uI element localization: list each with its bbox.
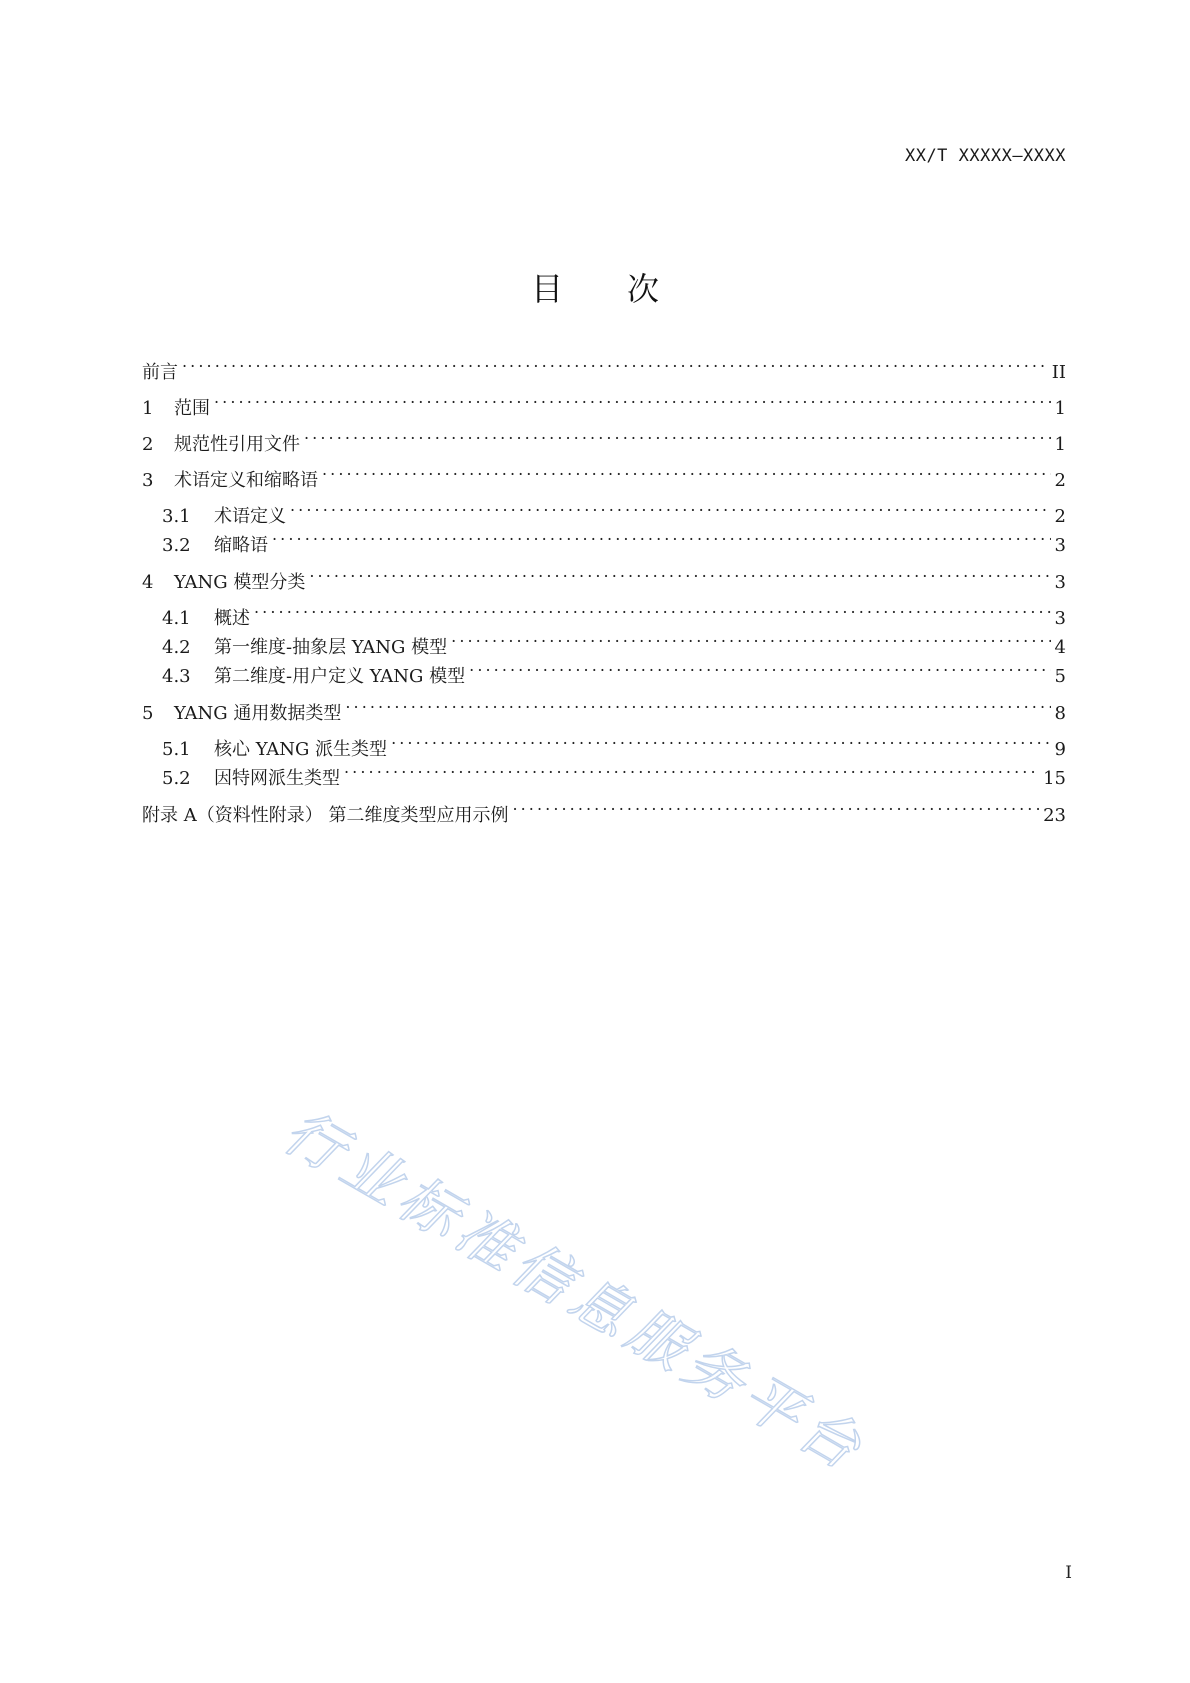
toc-entry-page: 2 — [1054, 470, 1066, 491]
toc-entry-number: 4.1 — [162, 608, 191, 629]
toc-entry-page: 3 — [1054, 572, 1066, 593]
toc-entry-number: 5.1 — [162, 739, 191, 760]
toc-entry-label: 规范性引用文件 — [174, 434, 300, 455]
toc-leader-dots — [391, 733, 1050, 755]
toc-entry-number: 3.1 — [162, 506, 191, 527]
toc-entry-label: 范围 — [174, 398, 210, 419]
toc-entry-2[interactable] — [142, 428, 1066, 454]
toc-entry-1[interactable] — [142, 392, 1066, 418]
toc-entry-number: 4.2 — [162, 637, 191, 658]
toc-leader-dots — [512, 799, 1039, 821]
toc-entry-4-2[interactable] — [142, 631, 1066, 657]
toc-entry-5-1[interactable] — [142, 733, 1066, 759]
toc-entry-number: 2 — [142, 434, 154, 455]
toc-entry-number: 3 — [142, 470, 154, 491]
toc-entry-page: 2 — [1054, 506, 1066, 527]
toc-entry-4-3[interactable] — [142, 660, 1066, 686]
toc-entry-label: 因特网派生类型 — [214, 768, 340, 789]
toc-entry-page: 5 — [1054, 666, 1066, 687]
toc-entry-page: 1 — [1054, 434, 1066, 455]
toc-entry-label: 术语定义和缩略语 — [174, 470, 318, 491]
toc-leader-dots — [322, 464, 1051, 486]
toc-leader-dots — [345, 697, 1050, 719]
toc-leader-dots — [290, 500, 1051, 522]
toc-entry-label: 术语定义 — [214, 506, 286, 527]
toc-entry-page: 15 — [1043, 768, 1066, 789]
toc-leader-dots — [469, 660, 1050, 682]
toc-entry-3[interactable] — [142, 464, 1066, 490]
page-title — [0, 264, 1190, 310]
toc-entry-number: 3.2 — [162, 535, 191, 556]
toc-entry-label: 概述 — [214, 608, 250, 629]
toc-leader-dots — [309, 566, 1050, 588]
toc-entry-3-1[interactable] — [142, 500, 1066, 526]
toc-entry-appendix-a[interactable] — [142, 799, 1066, 825]
toc-entry-page: 4 — [1054, 637, 1066, 658]
toc-leader-dots — [272, 529, 1051, 551]
toc-entry-page: 8 — [1054, 703, 1066, 724]
toc-entry-number: 5.2 — [162, 768, 191, 789]
toc-entry-5[interactable] — [142, 697, 1066, 723]
toc-entry-label: 核心 YANG 派生类型 — [214, 739, 388, 760]
footer-page-number: I — [1065, 1563, 1072, 1583]
toc-entry-page: 3 — [1054, 535, 1066, 556]
toc-entry-number: 4.3 — [162, 666, 191, 687]
toc-entry-label: 前言 — [142, 362, 178, 383]
page-title-part1: 目 — [530, 270, 563, 308]
document-code: XX/T XXXXX—XXXX — [904, 146, 1066, 166]
toc-leader-dots — [304, 428, 1051, 450]
toc-leader-dots — [344, 762, 1039, 784]
toc-entry-page: 1 — [1054, 398, 1066, 419]
toc-entry-label: 第一维度-抽象层 YANG 模型 — [214, 637, 448, 658]
watermark-text: 行业标准信息服务平台 — [272, 1096, 879, 1486]
toc-leader-dots — [254, 602, 1051, 624]
toc-entry-label: 附录 A（资料性附录） 第二维度类型应用示例 — [142, 805, 509, 826]
toc-leader-dots — [214, 392, 1051, 414]
toc-entry-label: 缩略语 — [214, 535, 268, 556]
toc-entry-foreword[interactable] — [142, 356, 1066, 382]
toc-entry-number: 4 — [142, 572, 154, 593]
toc-leader-dots — [451, 631, 1050, 653]
toc-entry-label: YANG 通用数据类型 — [174, 703, 342, 724]
toc-entry-3-2[interactable] — [142, 529, 1066, 555]
toc-entry-page: II — [1051, 362, 1066, 383]
toc-entry-page: 3 — [1054, 608, 1066, 629]
page-title-part2: 次 — [627, 270, 660, 308]
toc-entry-5-2[interactable] — [142, 762, 1066, 788]
toc-entry-page: 23 — [1043, 805, 1066, 826]
toc-entry-label: 第二维度-用户定义 YANG 模型 — [214, 666, 466, 687]
toc-entry-4[interactable] — [142, 566, 1066, 592]
toc-entry-number: 5 — [142, 703, 154, 724]
toc-entry-page: 9 — [1054, 739, 1066, 760]
toc-entry-label: YANG 模型分类 — [174, 572, 306, 593]
toc-entry-number: 1 — [142, 398, 154, 419]
toc-entry-4-1[interactable] — [142, 602, 1066, 628]
toc-leader-dots — [182, 356, 1048, 378]
